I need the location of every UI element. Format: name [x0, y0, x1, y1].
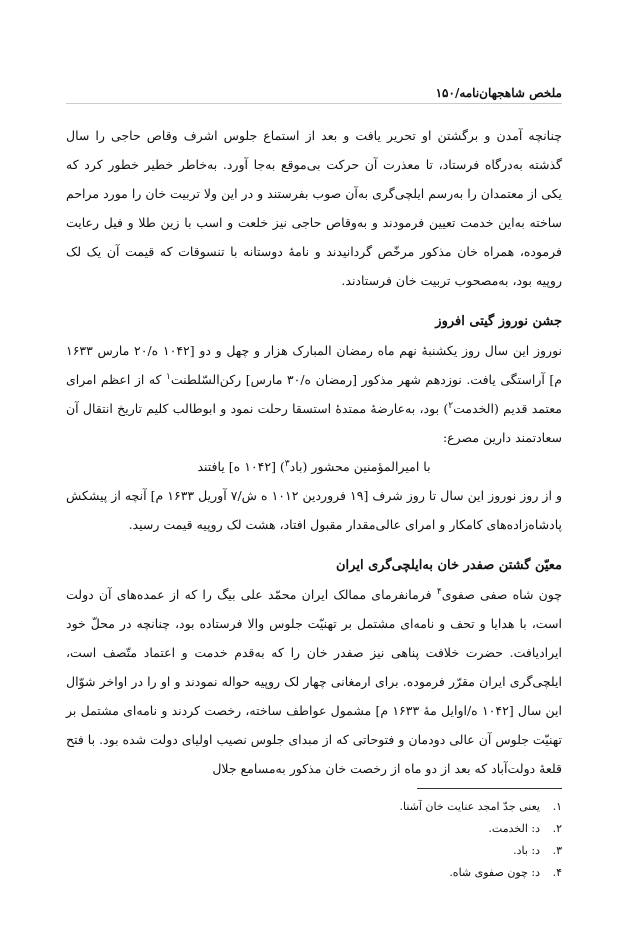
paragraph-gifts: و از روز نوروز این سال تا روز شرف [۱۹ فروردین ۱۰۱۲ ه ش/۷ آوریل ۱۶۳۳ م] آنچه از پیشکش پادشاه‌زاده‌های کامکار و امرای عالی‌مقدار مقبول افتاد، هشت لک روپیه قیمت رسید. [66, 488, 563, 532]
paragraph-intro: چنانچه آمدن و برگشتن او تحریر یافت و بعد از استماع جلوس اشرف وقاص حاجی را سال گذشته به‌درگاه فرستاد، تا معذرت آن حرکت بی‌موقع به‌جا آورد. به‌خاطر خطیر خطور کرد که یکی از معتمدان را به‌رسم ایلچی‌گری به‌آن صوب بفرستند و در این ولا تربیت خان را مورد مراحم ساخته به‌این خدمت تعیین فرمودند و به‌وقاص حاجی نیز خلعت و اسب با زین طلا و فیل رعایت فرموده، همراه خان مذکور مرخّص گردانیدند و نامهٔ دوستانه با تنسوقات که قیمت آن یک لک روپیه بود، به‌مصحوب تربیت خان فرستادند. [66, 128, 562, 288]
paragraph-nowruz [66, 336, 562, 452]
footnote-number: ۲. [552, 822, 562, 835]
footnote-ref-2[interactable]: ۲ [448, 400, 454, 411]
text-run: ) [۱۰۴۲ ه] یافتند [197, 459, 285, 474]
footnote-rule [417, 788, 562, 789]
text-run: نوروز این سال روز یکشنبهٔ نهم ماه رمضان المبارک هزار و چهل و دو [۱۰۴۲ ه/۲۰ مارس ۱۶۳۳ م] آراستگی یافت. نوزدهم شهر مذکور [رمضان ه/۳۰ مارس] رکن‌السّلطنت [66, 343, 563, 387]
section-heading-nowruz: جشن نوروز گیتی افروز [435, 314, 562, 329]
footnotes [66, 796, 562, 884]
footnote-item [66, 840, 562, 862]
footnote-item [66, 862, 562, 884]
verse-line [66, 452, 562, 481]
paragraph-embassy [66, 580, 562, 783]
text-run: با امیرالمؤمنین محشور (باد [289, 459, 431, 474]
footnote-number: ۱. [552, 800, 562, 813]
header-rule [66, 103, 562, 104]
text-run: ) بود، به‌عارضهٔ ممتدهٔ استسقا رحلت نمود و ابوطالب کلیم تاریخ انتقال آن سعادتمند دارین مصرع: [66, 401, 562, 445]
text-run: که از اعظم امرای معتمد قدیم (الخدمت [66, 372, 562, 416]
section-heading-safdar-khan: معیّن گشتن صفدر خان به‌ایلچی‌گری ایران [336, 558, 562, 573]
footnote-number: ۳. [552, 844, 562, 857]
footnote-text: د: باد. [513, 844, 540, 857]
footnote-item [66, 818, 562, 840]
footnote-ref-4[interactable]: ۴ [436, 586, 442, 597]
footnote-text: د: چون صفوی شاه. [449, 866, 540, 879]
footnote-ref-3[interactable]: ۳ [284, 458, 290, 469]
body-text [66, 121, 562, 783]
running-header: ملخص شاهجهان‌نامه/۱۵۰ [435, 86, 562, 100]
text-run: چون شاه صفی صفوی [441, 587, 562, 602]
footnote-text: د: الخدمت. [488, 822, 540, 835]
text-run: فرمانفرمای ممالک ایران محمّد علی بیگ را که از عمده‌های آن دولت است، با هدایا و تحف و نامه‌ای مشتمل بر تهنیّت جلوس والا فرستاده بود، چنانچه در محلّ خود ایرادیافت. حضرت خلافت پناهی نیز صفدر خان را که به‌قدم خدمت و اعتماد متّصف است، ایلچی‌گری ایران مقرّر فرموده. برای ارمغانی چهار لک روپیه حواله نمودند و او را در اواخر شوّال این سال [۱۰۴۲ ه/اوایل مهٔ ۱۶۳۳ م] مشمول عواطف ساخته، رخصت کردند و نامه‌ای مشتمل بر تهنیّت جلوس آن عالی دودمان و فتوحاتی که از مبدای جلوس نصیب اولیای دولت شده بود. با فتح قلعهٔ دولت‌آباد که بعد از دو ماه از رخصت خان مذکور به‌مسامع جلال [66, 587, 562, 776]
footnote-ref-1[interactable]: ۱ [166, 371, 171, 382]
footnote-number: ۴. [552, 866, 562, 879]
footnote-text: یعنی جدّ امجد عنایت خان آشنا. [399, 800, 540, 813]
footnote-item [66, 796, 562, 818]
